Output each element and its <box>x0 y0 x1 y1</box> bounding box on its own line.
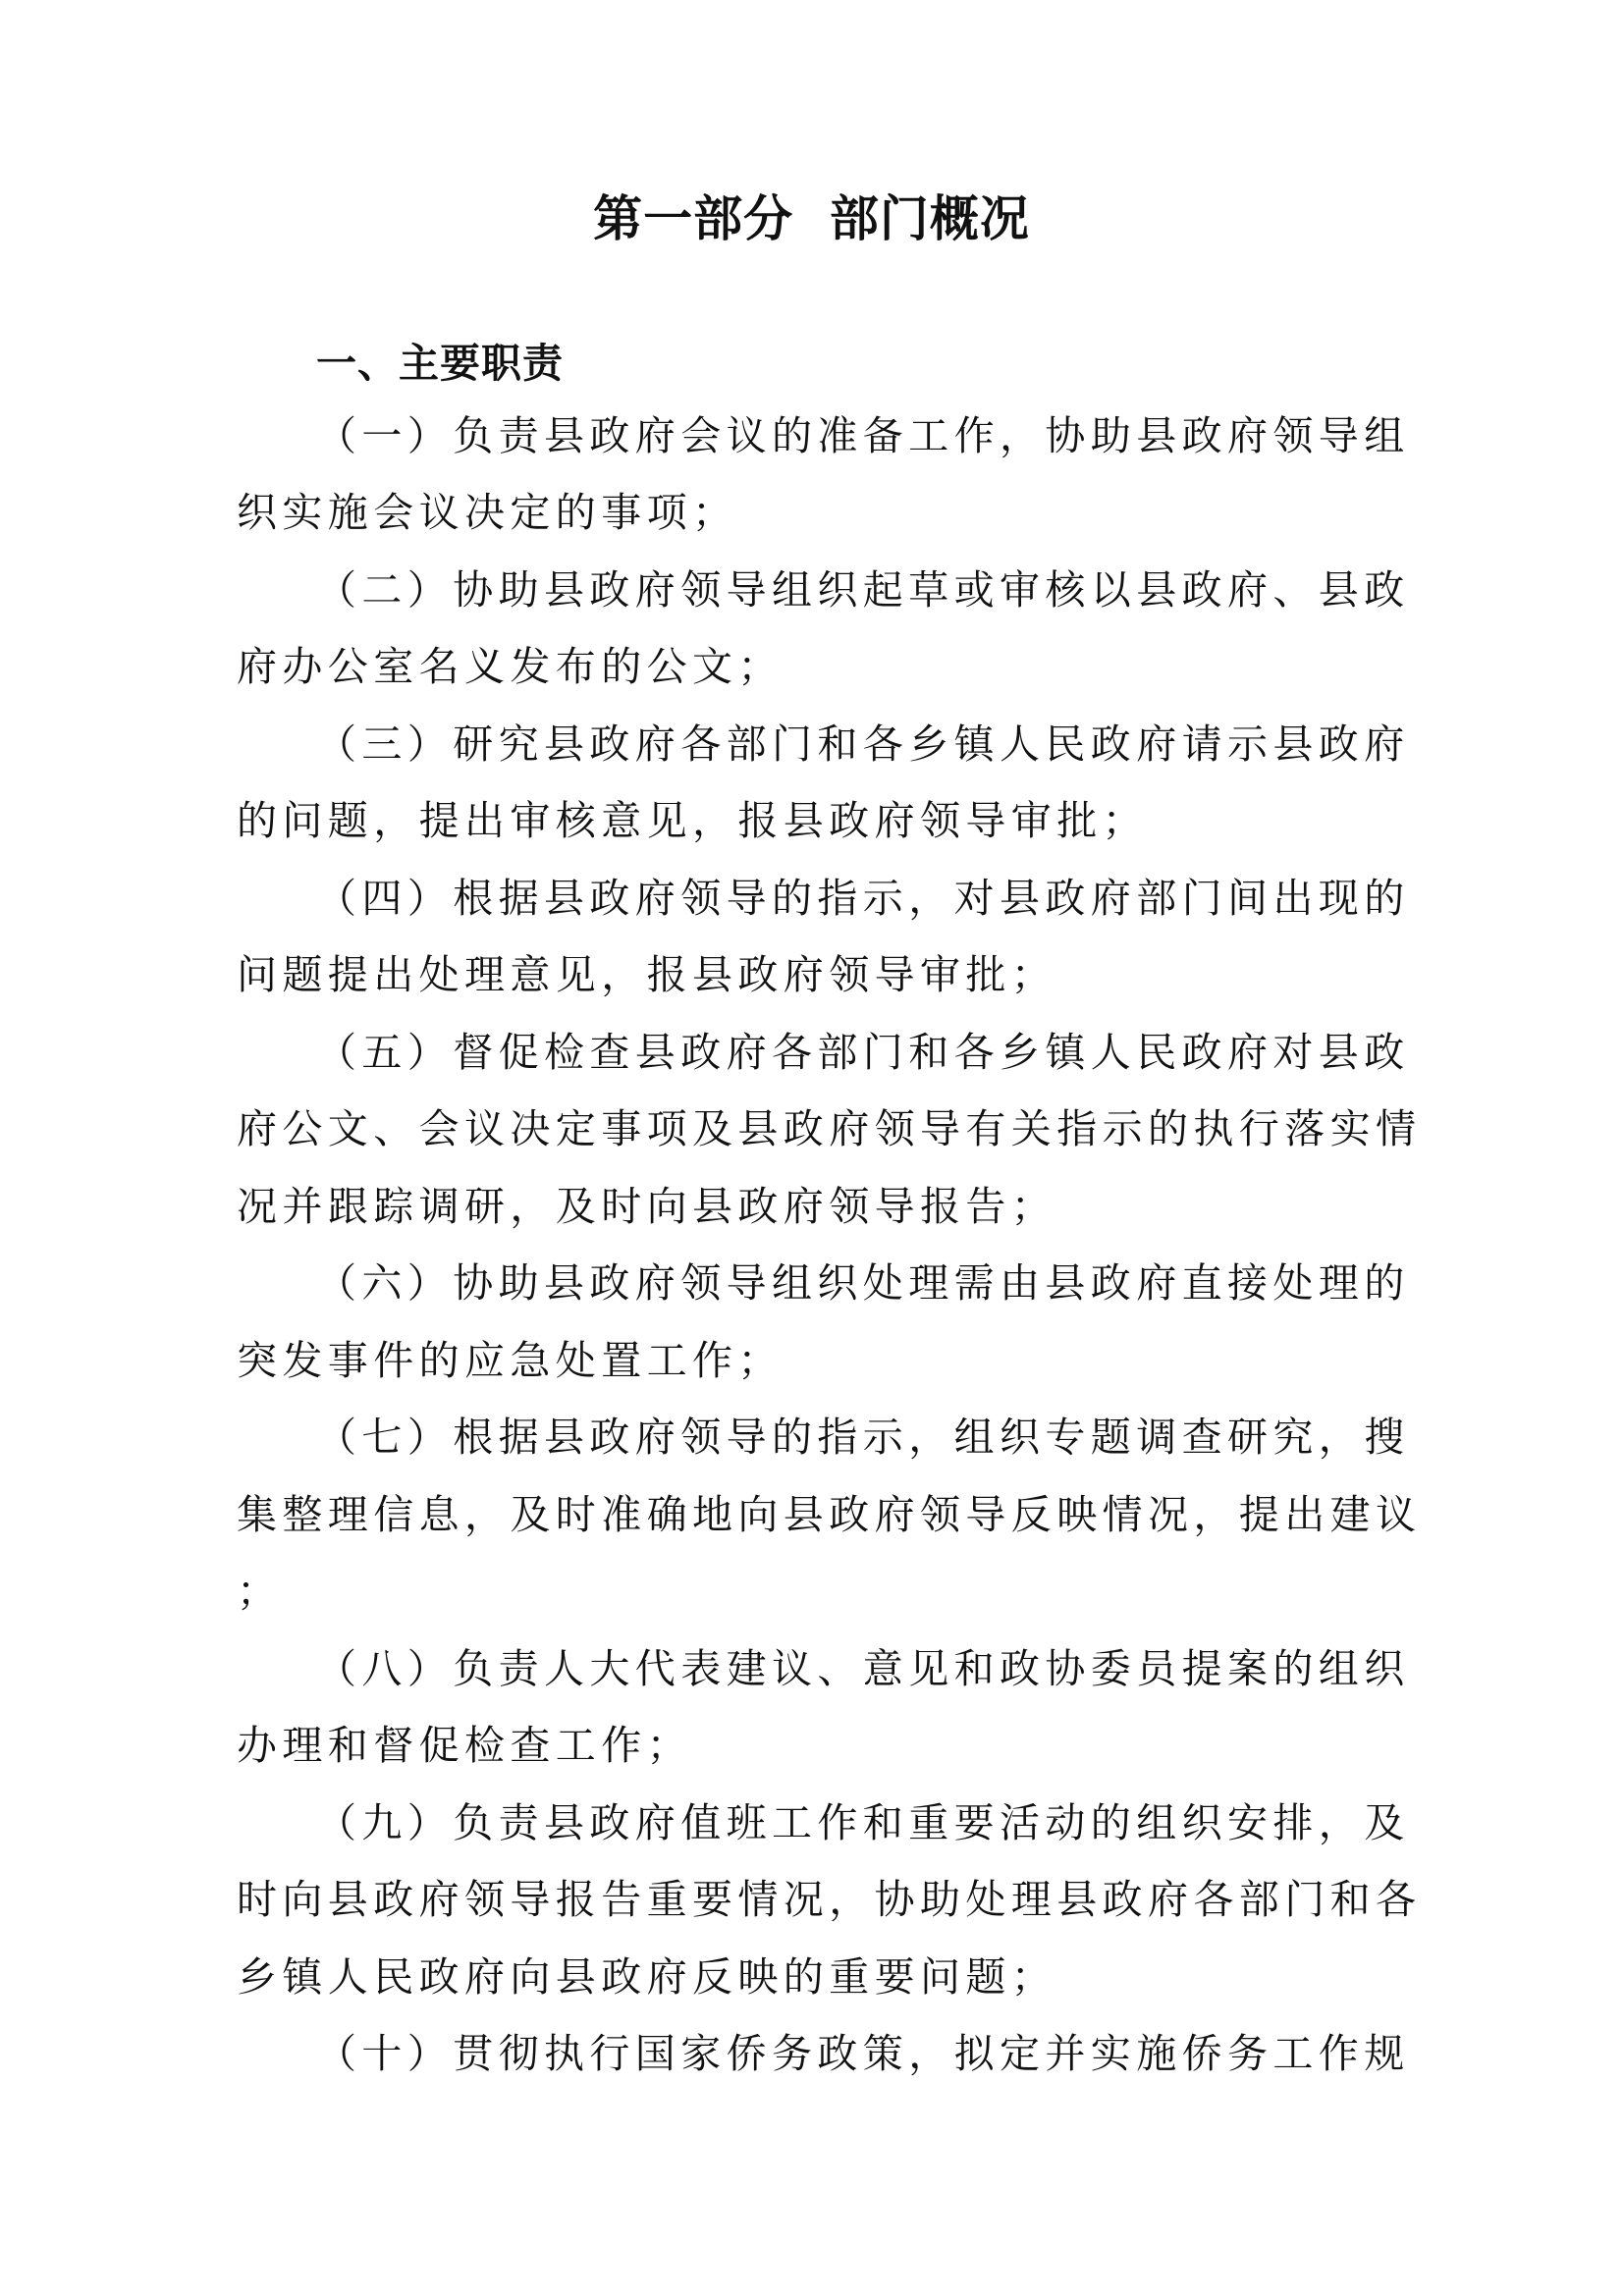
paragraph-line: 的问题，提出审核意见，报县政府领导审批； <box>237 797 1148 844</box>
paragraph-line: （十）贯彻执行国家侨务政策，拟定并实施侨务工作规 <box>316 2030 1410 2077</box>
paragraph-line: （八）负责人大代表建议、意见和政协委员提案的组织 <box>316 1645 1410 1692</box>
paragraph-line: 问题提出处理意见，报县政府领导审批； <box>237 951 1057 998</box>
paragraph-line: （五）督促检查县政府各部门和各乡镇人民政府对县政 <box>316 1029 1410 1076</box>
paragraph-line: 府办公室名义发布的公文； <box>237 643 784 690</box>
paragraph-line: 集整理信息，及时准确地向县政府领导反映情况，提出建议 <box>237 1491 1422 1538</box>
paragraph-line: （三）研究县政府各部门和各乡镇人民政府请示县政府 <box>316 721 1410 768</box>
paragraph-line: （六）协助县政府领导组织处理需由县政府直接处理的 <box>316 1259 1410 1307</box>
page-title: 第一部分 部门概况 <box>593 190 1030 247</box>
paragraph-line: 时向县政府领导报告重要情况，协助处理县政府各部门和各 <box>237 1876 1422 1923</box>
paragraph-line: 织实施会议决定的事项； <box>237 489 738 536</box>
section-heading: 一、主要职责 <box>316 340 564 387</box>
paragraph-line: （一）负责县政府会议的准备工作，协助县政府领导组 <box>316 412 1410 459</box>
paragraph-line: 况并跟踪调研，及时向县政府领导报告； <box>237 1183 1057 1230</box>
paragraph-line: 乡镇人民政府向县政府反映的重要问题； <box>237 1953 1057 2001</box>
paragraph-line: （七）根据县政府领导的指示，组织专题调查研究，搜 <box>316 1414 1410 1461</box>
paragraph-line: （二）协助县政府领导组织起草或审核以县政府、县政 <box>316 566 1410 614</box>
paragraph-line: 府公文、会议决定事项及县政府领导有关指示的执行落实情 <box>237 1105 1422 1152</box>
paragraph-line: 办理和督促检查工作； <box>237 1722 692 1769</box>
paragraph-line: （九）负责县政府值班工作和重要活动的组织安排，及 <box>316 1799 1410 1846</box>
paragraph-line: ； <box>237 1568 283 1615</box>
paragraph-line: （四）根据县政府领导的指示，对县政府部门间出现的 <box>316 875 1410 922</box>
paragraph-line: 突发事件的应急处置工作； <box>237 1337 784 1384</box>
